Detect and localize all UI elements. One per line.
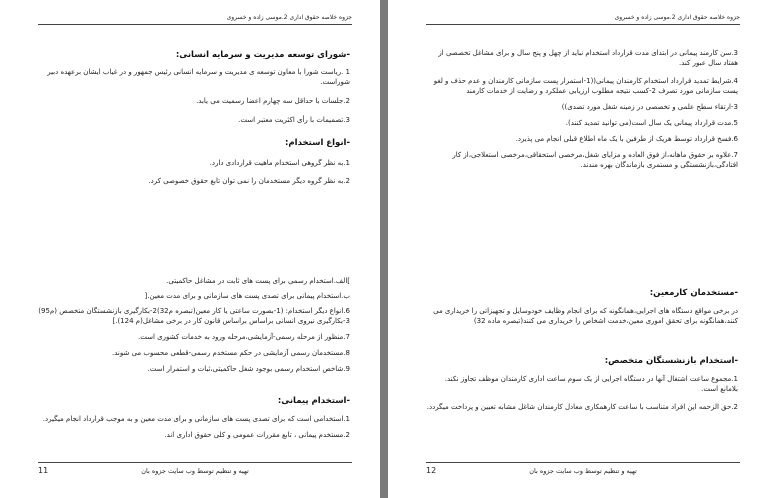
list-item: در برخی مواقع دستگاه های اجرایی،همانگونه که برای انجام وظایف خودوسایل و تجهیزاتی را خریداری می کنند،همانگونه برای تحقق اموری معین،خدمت اشخاص را خریداری می کنند(تبصره ماده 32) [433,307,738,325]
page-content [426,40,738,458]
section-expert-retirees [426,356,738,412]
list-item: 8.مستخدمان رسمی آزمایشی در حکم مستخدم رسمی-قطعی محسوب می شوند. [112,349,350,357]
list-item: ]الف.استخدام رسمی برای پست های ثابت در مشاغل حاکمیتی. [166,277,350,285]
list-item: 4.شرایط تمدید قرارداد استخدام کارمندان پیمانی((1-استمرار پست سازمانی کارمندان و عدم حذف و لغو پست سازمانی مورد تصرف 2-کسب نتیجه مطلوب ارزیابی عملکرد و رضایت از خدمات کارمند [433,77,738,95]
section-heading: -انواع استخدام: [285,138,350,148]
section-heading: -مستخدمان کارمعین: [649,288,738,298]
section-management-council [38,50,350,125]
list-item: 3-ارتقاء سطح علمی و تخصصی در زمینه شغل مورد تصدی)) [561,103,738,111]
page-number: 11 [38,466,49,475]
section-heading: -استخدام پیمانی: [277,396,350,406]
list-item: 2.به نظر گروه دیگر مستخدمان را نمی توان تابع حقوق خصوصی کرد. [148,177,350,185]
section-contract-continued [426,48,738,170]
list-item: 1.به نظر گروهی استخدام ماهیت قراردادی دارد. [209,159,350,167]
list-item: 9.شاخص استخدام رسمی بوجود شغل حاکمیتی،ثبات و استمرار است. [147,365,350,373]
list-item: 5.مدت قرارداد پیمانی یک سال است(می توانید تمدید کنند). [565,119,738,127]
page-content [38,40,350,458]
page-footer [38,462,352,478]
right-page [388,0,768,498]
page-header: جزوه خلاصه حقوق اداری 2.موسی زاده و خسروی [38,14,352,25]
list-item: 3.سن کارمند پیمانی در ابتدای مدت قرارداد استخدام نباید از چهل و پنج سال و برای مشاغل تخصصی از هفتاد سال عبور کند. [438,49,738,67]
list-item: 2.مستخدم پیمانی ، تابع مقررات عمومی و کلی حقوق اداری اند. [164,431,350,439]
list-item: 1.مجموع ساعت اشتغال آنها در دستگاه اجرایی از یک سوم ساعت اداری کارمندان موظف تجاوز نکند. بلامانع است. [444,375,738,393]
section-employment-details [38,276,350,374]
footer-text: تهیه و تنظیم توسط وب سایت جزوه بان [529,467,637,475]
list-item: 7.منظور از مرحله رسمی-آزمایشی،مرحله ورود به خدمات کشوری است. [138,333,350,341]
list-item: 6.انواع دیگر استخدام: (1-بصورت ساعتی یا کار معین(تبصره م32)2-بکارگیری بازنشستگان متخصص (م95) [38,307,350,315]
list-item: 2.حق الزحمه این افراد متناسب با ساعت کارهمکاری معادل کارمندان شاغل مشابه تعیین و پرداخت میگردد. [426,403,738,411]
page-footer [426,462,740,478]
list-item: 3-بکارگیری نیروی انسانی براساس براساس قانون کار در برخی مشاغل(م 124).] [112,317,350,325]
list-item: 1 .ریاست شورا با معاون توسعه ی مدیریت و سرمایه انسانی رئیس جمهور و در غیاب ایشان برعهده دبیر شوراست. [47,68,350,86]
section-employment-types [38,138,350,186]
list-item: ب.استخدام پیمانی برای تصدی پست های سازمانی و برای مدت معین.[ [144,292,350,300]
section-contract-employment [38,396,350,440]
list-item: 1.استخدامی است که برای تصدی پست های سازمانی و برای مدت معین و به موجب قرارداد انجام میگیرد. [42,415,350,423]
list-item: 3.تصمیمات با رأی اکثریت معتبر است. [238,116,350,124]
section-heading: -استخدام بازنشستگان متخصص: [604,356,738,366]
list-item: 6.فسخ قرارداد توسط هریک از طرفین با یک ماه اطلاع قبلی انجام می پذیرد. [515,135,738,143]
footer-text: تهیه و تنظیم توسط وب سایت جزوه بان [141,467,249,475]
section-specific-work [426,288,738,326]
page-header: جزوه خلاصه حقوق اداری 2.موسی زاده و خسروی [426,14,740,25]
page-number: 12 [426,466,437,475]
left-page [0,0,380,498]
section-heading: -شورای توسعه مدیریت و سرمایه انسانی: [175,50,350,60]
list-item: 7.علاوه بر حقوق ماهانه،از فوق العاده و مزایای شغل،مرخصی استحقاقی،مرخصی استعلاجی،از کار افتادگی،بازنشستگی و مستمری بازماندگان بهره مندند. [452,151,738,169]
list-item: 2.جلسات با حداقل سه چهارم اعضا رسمیت می یابد. [196,97,350,105]
